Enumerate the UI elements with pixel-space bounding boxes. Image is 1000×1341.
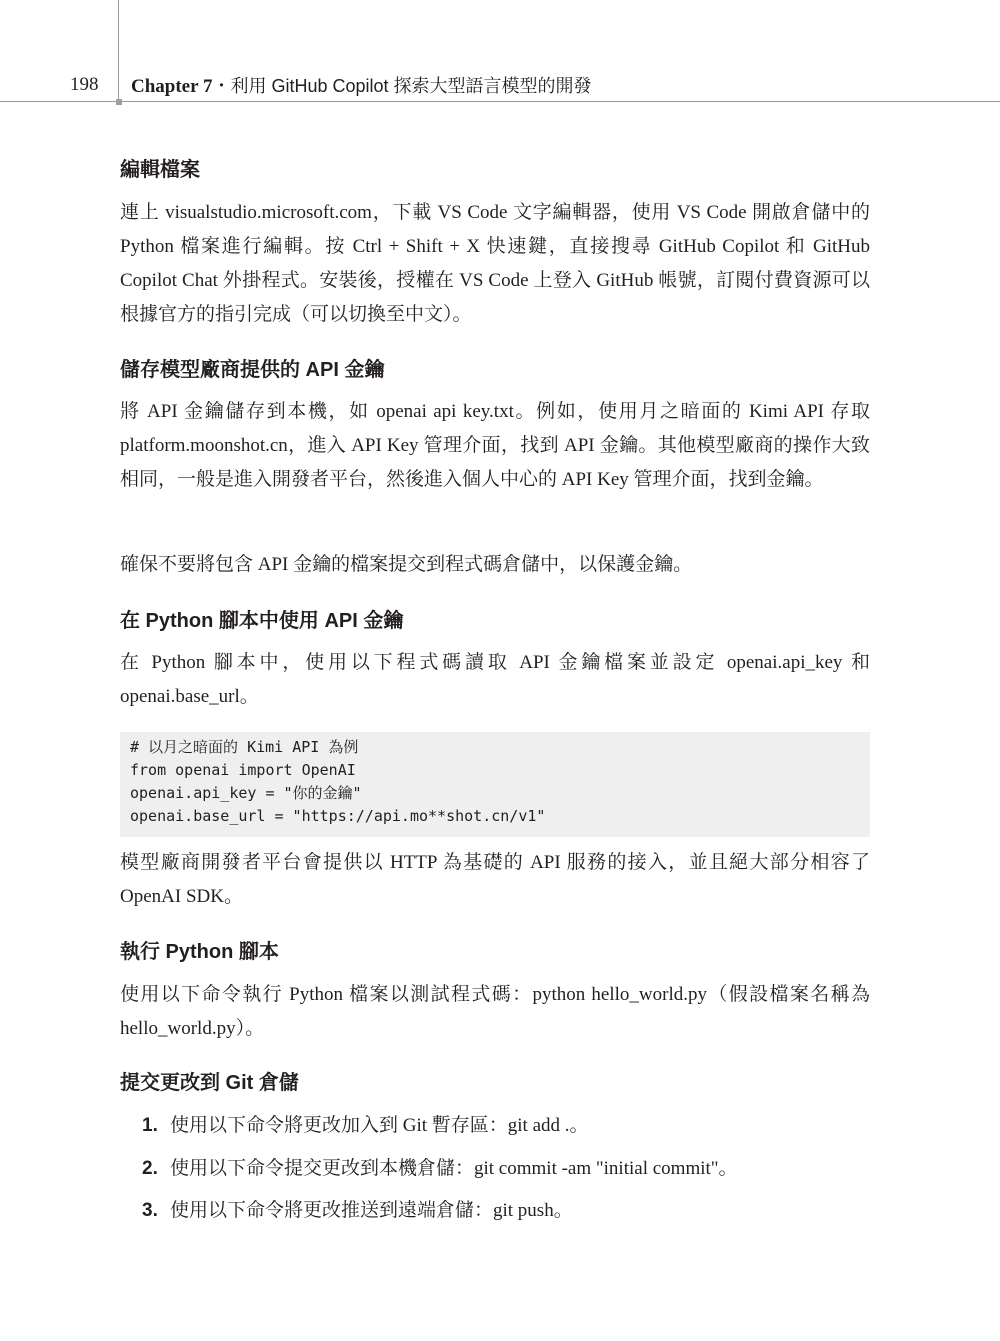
section-heading-commit-git: 提交更改到 Git 倉儲 <box>120 1072 299 1094</box>
section-heading-run-script: 執行 Python 腳本 <box>120 941 279 963</box>
code-line: from openai import OpenAI <box>130 761 356 779</box>
list-item <box>142 1148 872 1191</box>
running-head-separator: ・ <box>212 76 231 96</box>
paragraph-edit-files: 連上 visualstudio.microsoft.com，下載 VS Code 文字編輯器，使用 VS Code 開啟倉儲中的 Python 檔案進行編輯。按 Ctrl + Shift + X 快速鍵，直接搜尋 GitHub Copilot 和 GitHub Copilot Chat 外掛程式。安裝後，授權在 VS Code 上登入 GitHub 帳號，訂閱付費資源可以根據官方的指引完成（可以切換至中文）。 <box>120 202 870 325</box>
paragraph-store-api-key: 將 API 金鑰儲存到本機，如 openai api key.txt。例如，使用月之暗面的 Kimi API 存取 platform.moonshot.cn，進入 API Key 管理介面，找到 API 金鑰。其他模型廠商的操作大致相同，一般是進入開發者平台，然後進入個人中心的 API Key 管理介面，找到金鑰。 <box>120 401 870 490</box>
running-head <box>131 72 592 98</box>
section-heading-edit-files: 編輯檔案 <box>120 159 200 181</box>
step-text: 使用以下命令將更改加入到 Git 暫存區：git add .。 <box>170 1115 589 1136</box>
list-item <box>142 1105 872 1148</box>
section-heading-use-api-key: 在 Python 腳本中使用 API 金鑰 <box>120 610 404 632</box>
paragraph-sdk-compat: 模型廠商開發者平台會提供以 HTTP 為基礎的 API 服務的接入，並且絕大部分相容了 OpenAI SDK。 <box>120 852 870 907</box>
step-text: 使用以下命令提交更改到本機倉儲：git commit -am "initial commit"。 <box>170 1157 738 1179</box>
header-horizontal-rule <box>0 101 1000 102</box>
code-line: # 以月之暗面的 Kimi API 為例 <box>130 738 359 756</box>
chapter-label: Chapter 7 <box>131 76 213 97</box>
header-rule-corner-mark <box>116 99 122 105</box>
header-vertical-rule <box>118 0 119 102</box>
chapter-title: 利用 GitHub Copilot 探索大型語言模型的開發 <box>230 76 592 96</box>
step-text: 使用以下命令將更改推送到遠端倉儲：git push。 <box>170 1200 573 1221</box>
paragraph-run-script: 使用以下命令執行 Python 檔案以測試程式碼：python hello_world.py（假設檔案名稱為 hello_world.py）。 <box>120 984 870 1039</box>
git-steps-list <box>142 1105 872 1233</box>
section-heading-store-api-key: 儲存模型廠商提供的 API 金鑰 <box>120 359 385 381</box>
step-number: 3. <box>142 1200 158 1221</box>
step-number: 1. <box>142 1115 158 1136</box>
page-number: 198 <box>70 74 99 95</box>
paragraph-use-api-key: 在 Python 腳本中，使用以下程式碼讀取 API 金鑰檔案並設定 openai.api_key 和 openai.base_url。 <box>120 652 870 707</box>
code-line: openai.api_key = "你的金鑰" <box>130 784 362 802</box>
code-line: openai.base_url = "https://api.mo**shot.cn/v1" <box>130 807 546 825</box>
step-number: 2. <box>142 1157 158 1179</box>
list-item <box>142 1190 872 1233</box>
code-block <box>120 732 870 837</box>
paragraph-protect-key: 確保不要將包含 API 金鑰的檔案提交到程式碼倉儲中，以保護金鑰。 <box>120 554 693 575</box>
